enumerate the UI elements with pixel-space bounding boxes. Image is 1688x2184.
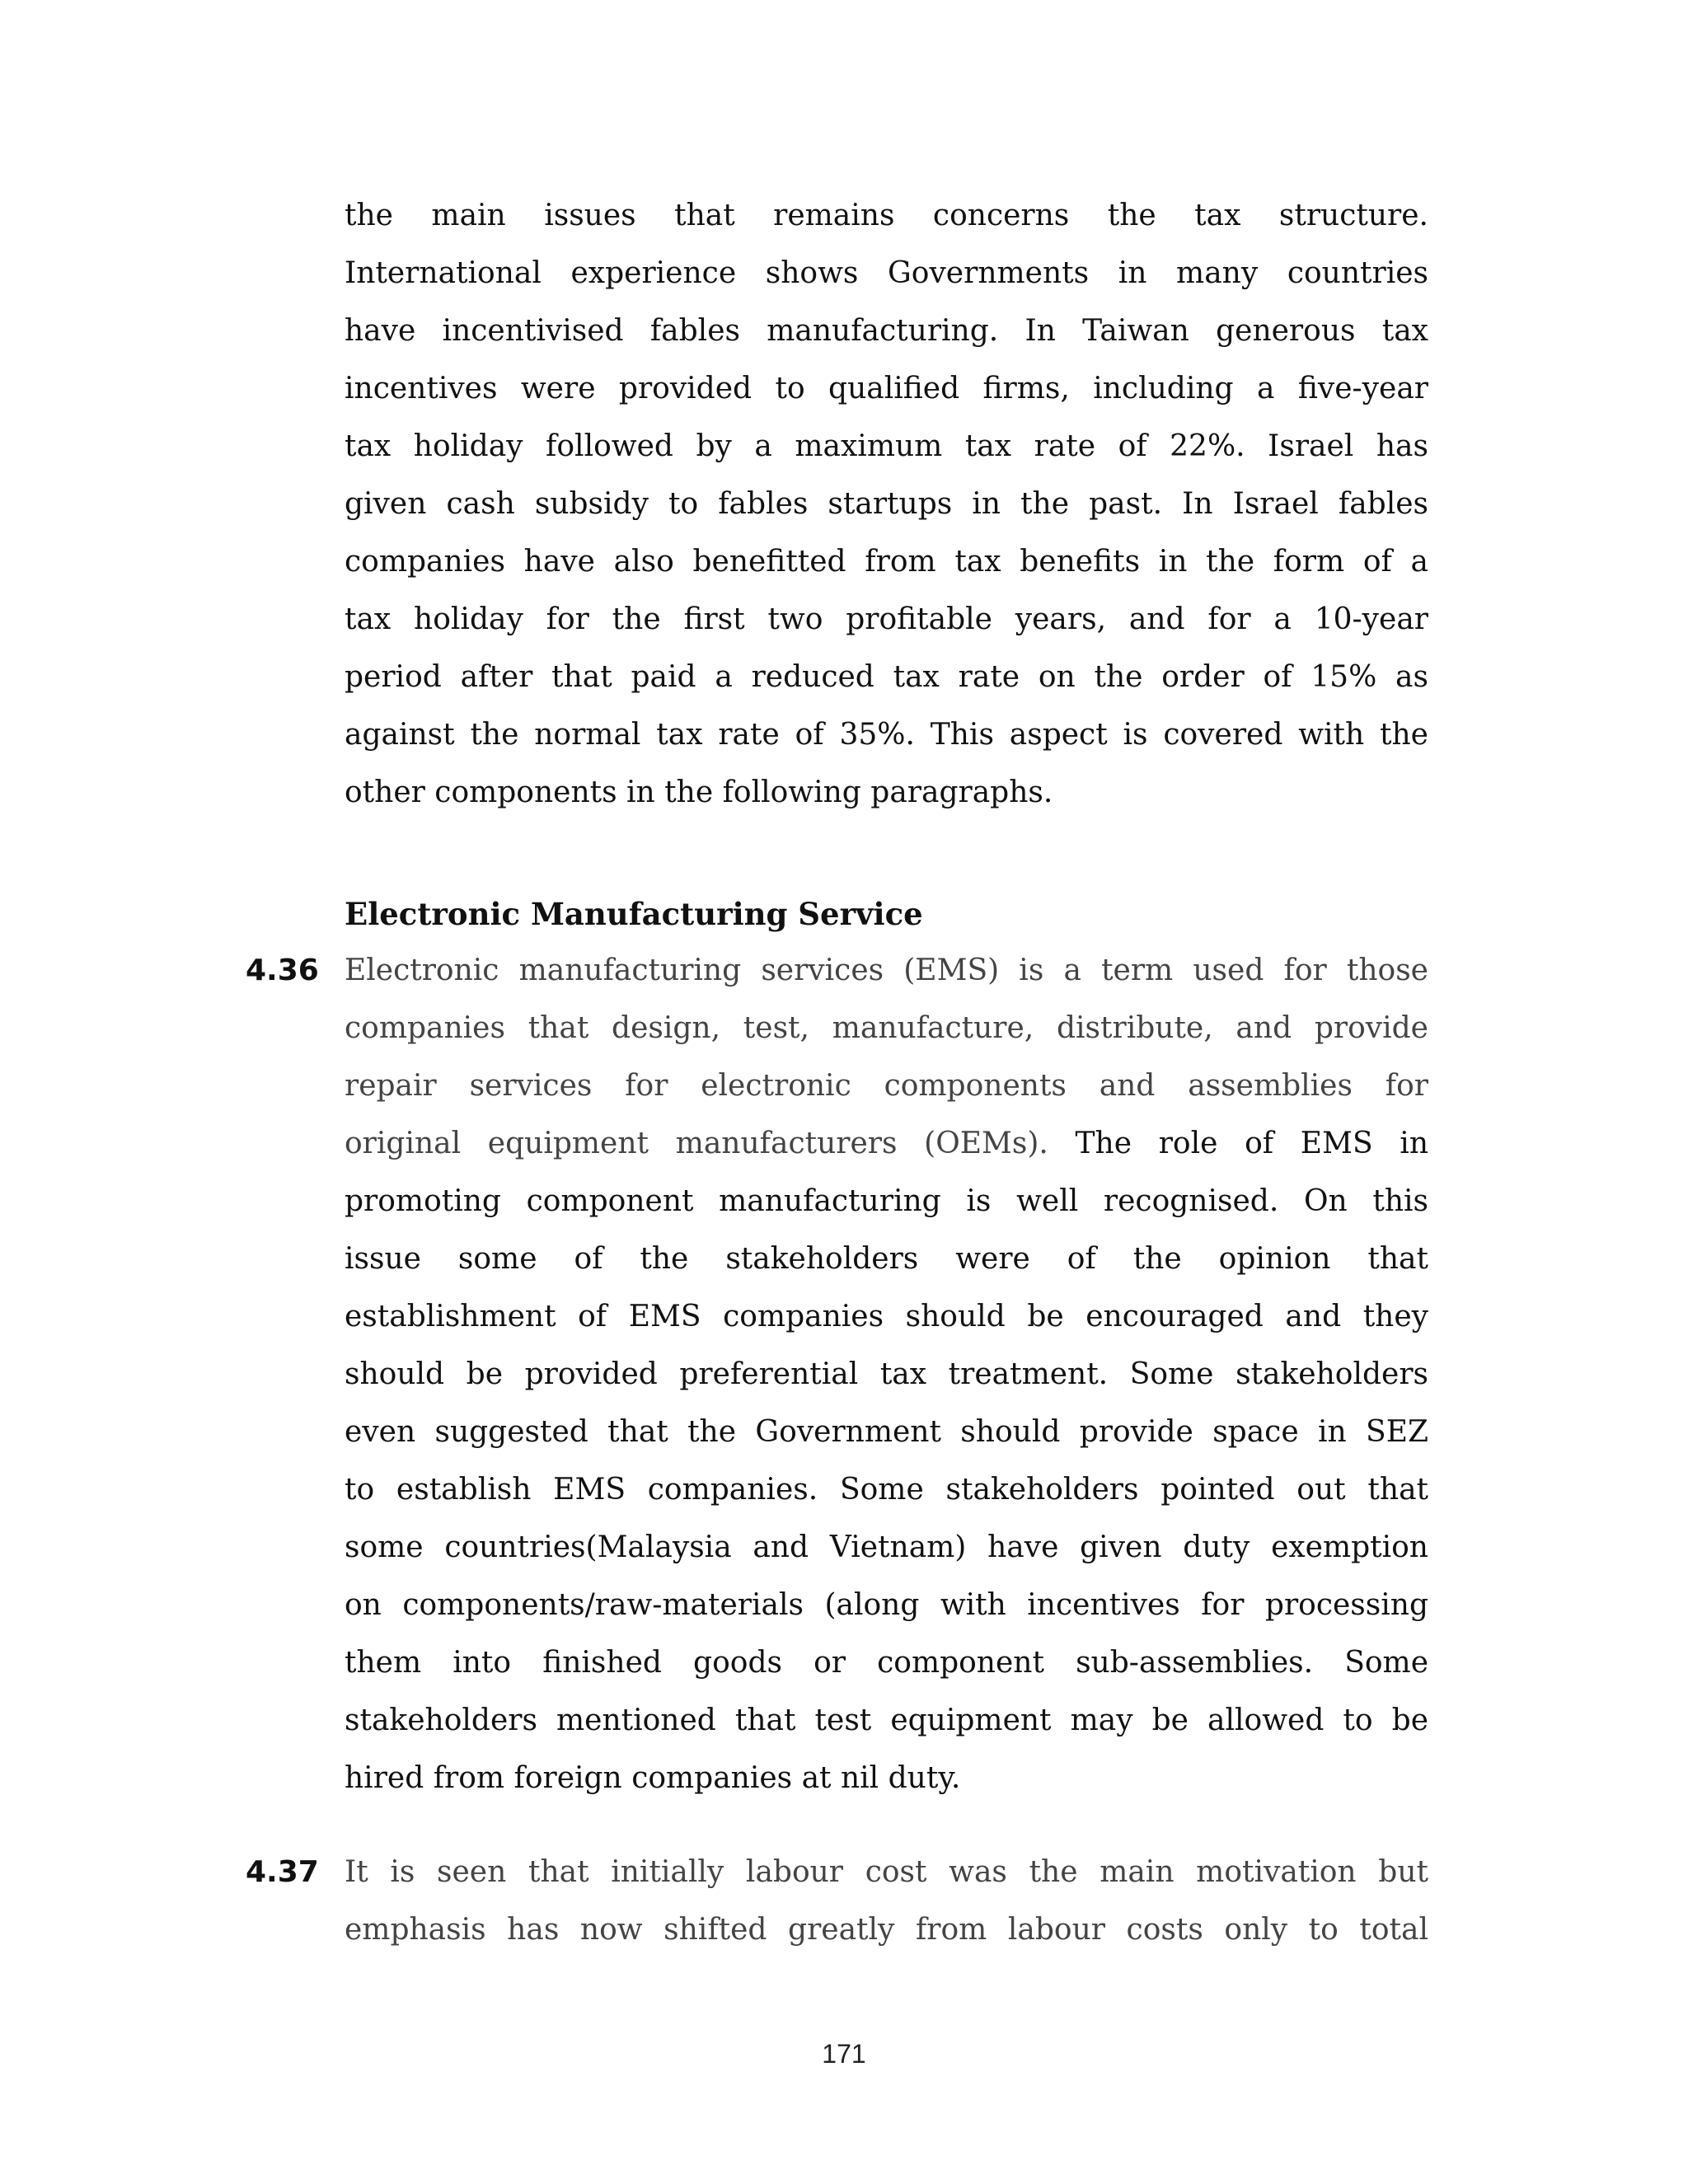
- text-line: some countries(Malaysia and Vietnam) have given duty exemption: [345, 1530, 1428, 1564]
- text-line: companies have also benefitted from tax benefits in the form of a: [345, 545, 1428, 579]
- text-line: companies that design, test, manufacture, distribute, and provide: [345, 1011, 1428, 1045]
- text-line: the main issues that remains concerns the tax structure.: [345, 199, 1428, 232]
- text-line: tax holiday followed by a maximum tax rate of 22%. Israel has: [345, 429, 1428, 463]
- text-line: emphasis has now shifted greatly from labour costs only to total: [345, 1913, 1428, 1947]
- text-line: repair services for electronic components and assemblies for: [345, 1069, 1428, 1103]
- text-line: tax holiday for the first two profitable years, and for a 10-year: [345, 602, 1428, 636]
- text-span-gray: original equipment manufacturers (OEMs).: [345, 1127, 1048, 1160]
- text-line: them into finished goods or component sub-assemblies. Some: [345, 1646, 1428, 1680]
- text-line: stakeholders mentioned that test equipment may be allowed to be: [345, 1704, 1428, 1737]
- text-line: hired from foreign companies at nil duty.: [345, 1761, 961, 1795]
- text-line: establishment of EMS companies should be encouraged and they: [345, 1300, 1428, 1333]
- paragraph-number: 4.36: [246, 954, 319, 987]
- text-line: promoting component manufacturing is well recognised. On this: [345, 1184, 1428, 1218]
- text-line: on components/raw-materials (along with incentives for processing: [345, 1588, 1428, 1622]
- text-span: The role of EMS in: [1048, 1127, 1428, 1160]
- text-line: even suggested that the Government should provide space in SEZ: [345, 1415, 1428, 1449]
- text-line: against the normal tax rate of 35%. This aspect is covered with the: [345, 718, 1428, 752]
- paragraph-number: 4.37: [246, 1855, 319, 1889]
- text-line: issue some of the stakeholders were of the opinion that: [345, 1242, 1428, 1276]
- text-line: to establish EMS companies. Some stakeholders pointed out that: [345, 1473, 1428, 1507]
- text-line: should be provided preferential tax treatment. Some stakeholders: [345, 1357, 1428, 1391]
- text-line: period after that paid a reduced tax rate on the order of 15% as: [345, 660, 1428, 694]
- text-line: other components in the following paragraphs.: [345, 776, 1053, 809]
- text-line: incentives were provided to qualified firms, including a five-year: [345, 372, 1428, 405]
- text-line: [345, 1124, 1428, 1167]
- text-line: have incentivised fables manufacturing. In Taiwan generous tax: [345, 314, 1428, 348]
- section-heading: Electronic Manufacturing Service: [345, 896, 923, 932]
- text-line: It is seen that initially labour cost was the main motivation but: [345, 1855, 1428, 1889]
- page-number: 171: [822, 2039, 866, 2069]
- text-line: International experience shows Governments in many countries: [345, 256, 1428, 290]
- text-line: given cash subsidy to fables startups in the past. In Israel fables: [345, 487, 1428, 521]
- text-line: Electronic manufacturing services (EMS) is a term used for those: [345, 954, 1428, 987]
